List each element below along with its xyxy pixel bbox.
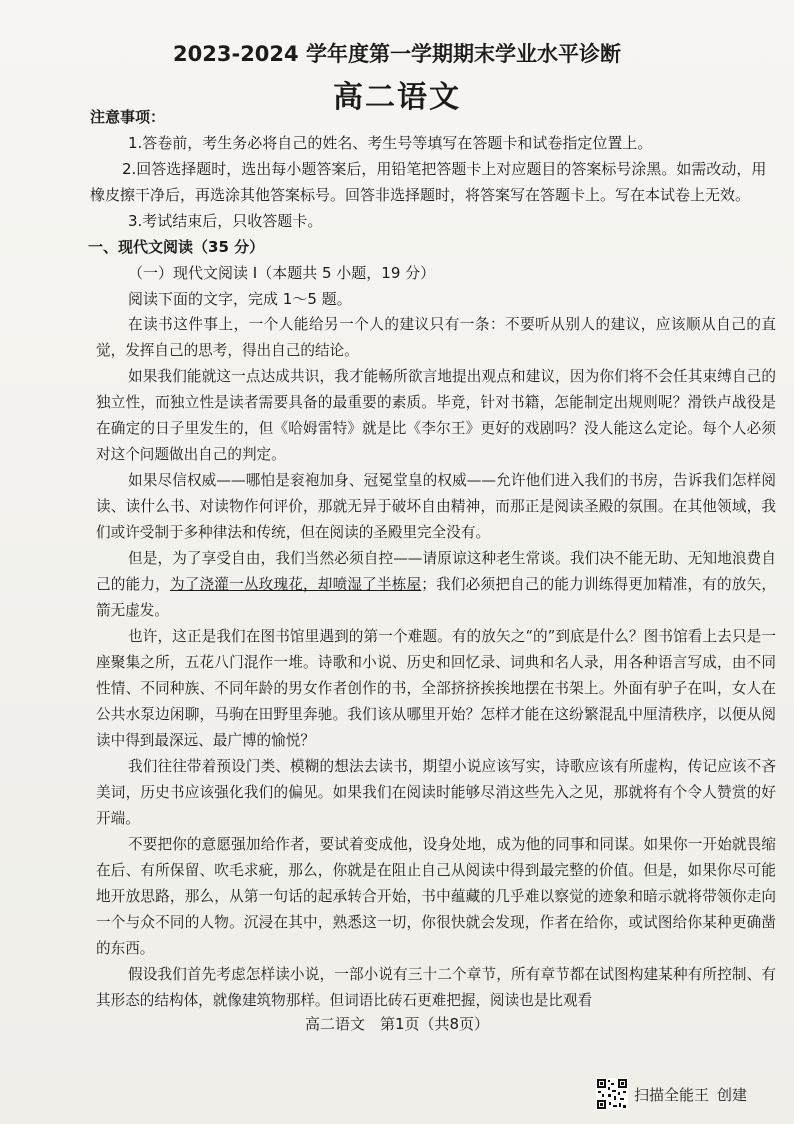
subsection-heading: （一）现代文阅读 I（本题共 5 小题，19 分） (128, 264, 436, 282)
passage-paragraph-5: 也许，这正是我们在图书馆里遇到的第一个难题。有的放矢之“的”到底是什么？图书馆看上去只是一座聚集之所，五花八门混作一堆。诗歌和小说、历史和回忆录、词典和名人录，用各种语言写成，由不同性情、不同种族、不同年龄的男女作者创作的书，全部挤挤挨挨地摆在书架上。外面有驴子在叫，女人在公共水泵边闲聊，马驹在田野里奔驰。我们该从哪里开始？怎样才能在这纷繁混乱中厘清秩序，以便从阅读中得到最深远、最广博的愉悦？ (96, 628, 776, 749)
scanner-action: 创建 (717, 1085, 748, 1104)
scanner-watermark (596, 1078, 747, 1110)
passage-paragraph-7: 不要把你的意愿强加给作者，要试着变成他，设身处地，成为他的同事和同谋。如果你一开始就畏缩在后、有所保留、吹毛求疵，那么，你就是在阻止自己从阅读中得到最完整的价值。但是，如果你尽可能地开放思路，那么，从第一句话的起承转合开始，书中蕴藏的几乎难以察觉的迹象和暗示就将带领你走向一个与众不同的人物。沉浸在其中，熟悉这一切，你很快就会发现，作者在给你，或试图给你某种更确凿的东西。 (96, 836, 776, 957)
exam-title: 2023-2024 学年度第一学期期末学业水平诊断 (173, 42, 621, 66)
reading-instruction: 阅读下面的文字，完成 1～5 题。 (128, 290, 352, 308)
scanner-app-name: 扫描全能王 (634, 1085, 710, 1104)
passage-paragraph-8: 假设我们首先考虑怎样读小说，一部小说有三十二个章节，所有章节都在试图构建某种有所控制、有其形态的结构体，就像建筑物那样。但词语比砖石更难把握，阅读也是比观看 (96, 966, 776, 1009)
passage-paragraph-4-start: 但是，为了享受自由，我们当然必须自控——请原谅这种老生常谈。我们决不能无助、无知地浪费自己的能力， (96, 550, 776, 593)
notice-item-2: 2.回答选择题时，选出每小题答案后，用铅笔把答题卡上对应题目的答案标号涂黑。如需改动，用橡皮擦干净后，再选涂其他答案标号。回答非选择题时，将答案写在答题卡上。写在本试卷上无效。 (90, 160, 767, 204)
passage-paragraph-4-end: ；我们必须把自己的能力训练得更加精准，有的放矢，箭无虚发。 (96, 576, 776, 619)
exam-subject: 高二语文 (333, 80, 461, 115)
passage-paragraph-1: 在读书这件事上，一个人能给另一个人的建议只有一条：不要听从别人的建议，应该顺从自己的直觉，发挥自己的思考，得出自己的结论。 (96, 316, 776, 359)
notice-item-3: 3.考试结束后，只收答题卡。 (128, 212, 323, 230)
passage-paragraph-2: 如果我们能就这一点达成共识，我才能畅所欲言地提出观点和建议，因为你们将不会任其束缚自己的独立性，而独立性是读者需要具备的最重要的素质。毕竟，针对书籍，怎能制定出规则呢？滑铁卢战役是在确定的日子里发生的，但《哈姆雷特》就是比《李尔王》更好的戏剧吗？没人能这么定论。每个人必须对这个问题做出自己的判定。 (96, 368, 776, 463)
notice-item-1: 1.答卷前，考生务必将自己的姓名、考生号等填写在答题卡和试卷指定位置上。 (128, 134, 653, 152)
notice-heading: 注意事项： (90, 108, 166, 126)
exam-body (88, 104, 776, 1014)
underlined-sentence: 为了浇灌一丛玫瑰花，却喷湿了半栋屋 (169, 576, 422, 593)
qr-code-icon (596, 1078, 628, 1110)
page-footer: 高二语文 第1页（共8页） (304, 1015, 490, 1033)
passage-paragraph-3: 如果尽信权威——哪怕是衮袍加身、冠冕堂皇的权威——允许他们进入我们的书房，告诉我们怎样阅读、读什么书、对读物作何评价，那就无异于破坏自由精神，而那正是阅读圣殿的氛围。在其他领域，我们或许受制于多种律法和传统，但在阅读的圣殿里完全没有。 (96, 472, 776, 541)
passage-paragraph-6: 我们往往带着预设门类、模糊的想法去读书，期望小说应该写实，诗歌应该有所虚构，传记应该不吝美词，历史书应该强化我们的偏见。如果我们在阅读时能够尽消这些先入之见，那就将有个令人赞赏的好开端。 (96, 758, 776, 827)
section-heading: 一、现代文阅读（35 分） (88, 238, 265, 256)
passage-paragraph-4 (96, 546, 776, 624)
